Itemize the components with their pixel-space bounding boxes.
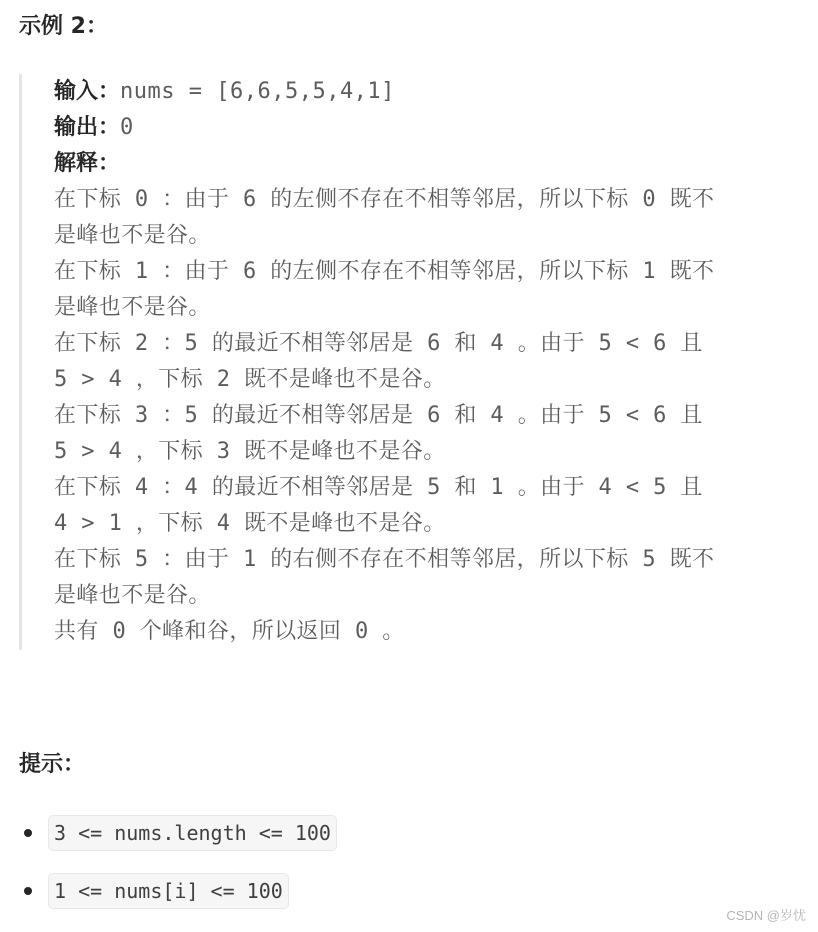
output-label: 输出： (54, 115, 121, 140)
hint-constraint-length: 3 <= nums.length <= 100 (48, 815, 337, 851)
output-line (54, 110, 134, 146)
explain-label: 解释： (54, 151, 121, 176)
explain-line: 在下标 4 ：4 的最近不相等邻居是 5 和 1 。由于 4 < 5 且 (54, 475, 703, 500)
explain-line: 在下标 1 ：由于 6 的左侧不存在不相等邻居，所以下标 1 既不 (54, 259, 715, 284)
explain-line: 共有 0 个峰和谷，所以返回 0 。 (54, 619, 405, 644)
input-value: nums = [6,6,5,5,4,1] (120, 79, 395, 104)
bullet-icon (24, 887, 32, 895)
hints-title: 提示： (19, 752, 86, 777)
input-label: 输入： (54, 79, 121, 104)
hint-constraint-value: 1 <= nums[i] <= 100 (48, 873, 289, 909)
input-line (54, 74, 395, 110)
explain-line: 4 > 1 ，下标 4 既不是峰也不是谷。 (54, 511, 446, 536)
explain-line: 在下标 5 ：由于 1 的右侧不存在不相等邻居，所以下标 5 既不 (54, 547, 715, 572)
explain-line: 是峰也不是谷。 (54, 223, 211, 248)
explain-line: 是峰也不是谷。 (54, 295, 211, 320)
example-code-block (19, 74, 809, 650)
explain-line: 5 > 4 ，下标 3 既不是峰也不是谷。 (54, 439, 446, 464)
explain-line: 是峰也不是谷。 (54, 583, 211, 608)
output-value: 0 (120, 115, 134, 140)
explain-line: 在下标 0 ：由于 6 的左侧不存在不相等邻居，所以下标 0 既不 (54, 187, 715, 212)
bullet-icon (24, 829, 32, 837)
example-title: 示例 2： (19, 14, 108, 39)
explain-label-line (54, 146, 120, 182)
explain-line: 在下标 2 ：5 的最近不相等邻居是 6 和 4 。由于 5 < 6 且 (54, 331, 703, 356)
watermark: CSDN @岁忧 (726, 908, 806, 923)
explain-line: 在下标 3 ：5 的最近不相等邻居是 6 和 4 。由于 5 < 6 且 (54, 403, 703, 428)
explain-line: 5 > 4 ，下标 2 既不是峰也不是谷。 (54, 367, 446, 392)
